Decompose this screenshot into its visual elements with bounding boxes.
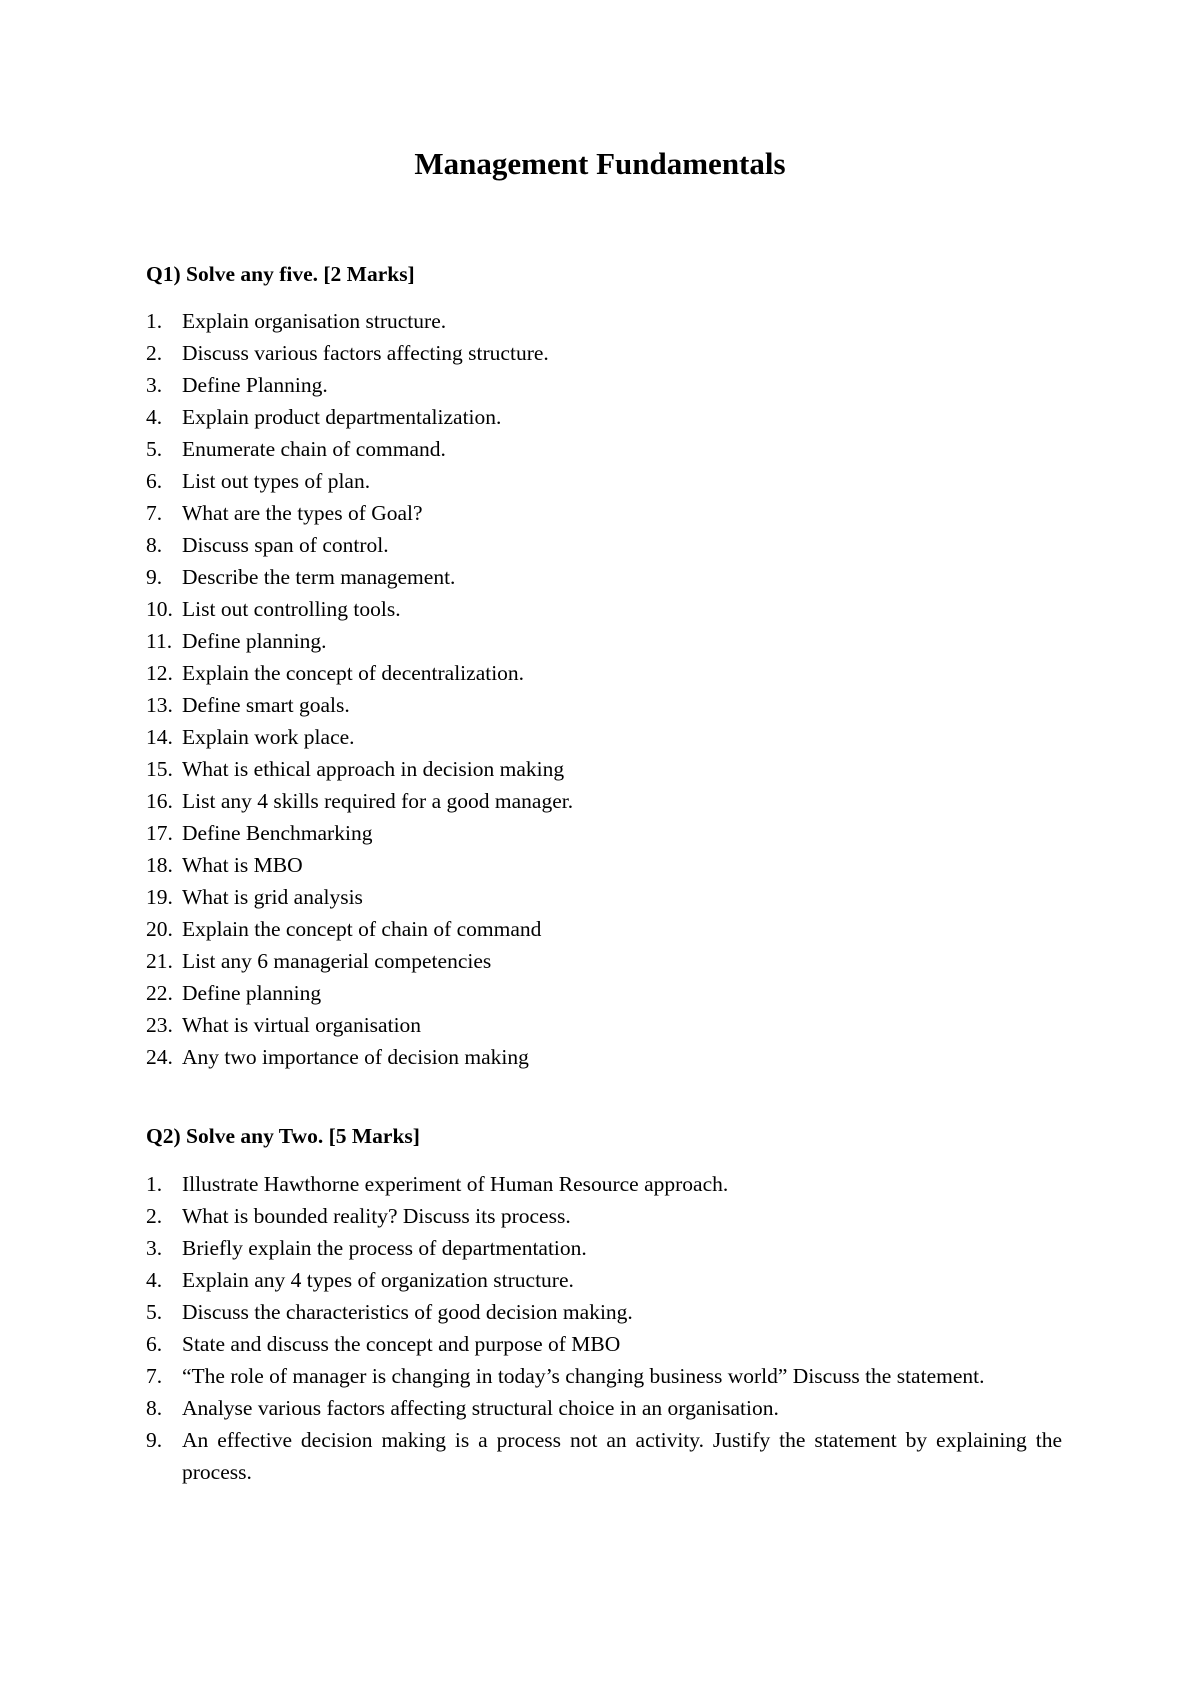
item-text: Discuss various factors affecting structure. — [182, 341, 549, 365]
item-number: 10. — [146, 597, 173, 621]
list-item — [146, 529, 1062, 561]
list-item — [146, 1009, 1062, 1041]
item-text: What is bounded reality? Discuss its process. — [182, 1204, 571, 1228]
list-item — [146, 1168, 1062, 1200]
item-text: List any 6 managerial competencies — [182, 949, 492, 973]
item-text: Define planning. — [182, 629, 327, 653]
list-item — [146, 625, 1062, 657]
list-item — [146, 753, 1062, 785]
item-text: What is ethical approach in decision making — [182, 757, 565, 781]
item-number: 16. — [146, 789, 173, 813]
item-number: 1. — [146, 309, 163, 333]
item-text: What is MBO — [182, 853, 303, 877]
item-number: 14. — [146, 725, 173, 749]
item-number: 8. — [146, 1396, 163, 1420]
q2-heading: Q2) Solve any Two. [5 Marks] — [146, 1124, 420, 1148]
item-number: 6. — [146, 1332, 163, 1356]
list-item — [146, 369, 1062, 401]
list-item — [146, 657, 1062, 689]
item-number: 13. — [146, 693, 173, 717]
list-item — [146, 1392, 1062, 1424]
list-item — [146, 1296, 1062, 1328]
item-number: 15. — [146, 757, 173, 781]
item-text: List out controlling tools. — [182, 597, 401, 621]
item-text: Enumerate chain of command. — [182, 437, 446, 461]
item-text: Explain work place. — [182, 725, 355, 749]
item-text: An effective decision making is a process not an activity. Justify the statement by explaining the process. — [182, 1428, 1062, 1484]
item-number: 2. — [146, 341, 163, 365]
item-text: Define planning — [182, 981, 322, 1005]
item-text: List out types of plan. — [182, 469, 371, 493]
item-text: Discuss the characteristics of good decision making. — [182, 1300, 633, 1324]
list-item — [146, 881, 1062, 913]
item-text: Illustrate Hawthorne experiment of Human Resource approach. — [182, 1172, 729, 1196]
item-text: What is grid analysis — [182, 885, 363, 909]
item-text: What are the types of Goal? — [182, 501, 423, 525]
item-text: State and discuss the concept and purpose of MBO — [182, 1332, 621, 1356]
item-text: Analyse various factors affecting structural choice in an organisation. — [182, 1396, 779, 1420]
item-number: 8. — [146, 533, 163, 557]
q2-question-list — [146, 1168, 1062, 1488]
list-item — [146, 1200, 1062, 1232]
item-number: 4. — [146, 405, 163, 429]
item-number: 3. — [146, 1236, 163, 1260]
item-text: Explain any 4 types of organization structure. — [182, 1268, 574, 1292]
item-number: 5. — [146, 1300, 163, 1324]
list-item — [146, 1041, 1062, 1073]
list-item — [146, 689, 1062, 721]
item-text: What is virtual organisation — [182, 1013, 422, 1037]
list-item — [146, 593, 1062, 625]
item-number: 9. — [146, 565, 163, 589]
item-number: 17. — [146, 821, 173, 845]
item-number: 9. — [146, 1428, 163, 1452]
item-number: 23. — [146, 1013, 173, 1037]
item-text: Explain the concept of chain of command — [182, 917, 542, 941]
list-item — [146, 977, 1062, 1009]
q1-question-list — [146, 305, 1062, 1073]
list-item — [146, 1360, 1062, 1392]
list-item — [146, 849, 1062, 881]
item-number: 4. — [146, 1268, 163, 1292]
list-item — [146, 561, 1062, 593]
list-item — [146, 305, 1062, 337]
item-number: 12. — [146, 661, 173, 685]
list-item — [146, 433, 1062, 465]
item-text: Explain the concept of decentralization. — [182, 661, 525, 685]
item-text: Define Planning. — [182, 373, 328, 397]
list-item — [146, 497, 1062, 529]
list-item — [146, 1328, 1062, 1360]
list-item — [146, 337, 1062, 369]
item-text: Define smart goals. — [182, 693, 350, 717]
item-text: List any 4 skills required for a good manager. — [182, 789, 574, 813]
item-number: 6. — [146, 469, 163, 493]
item-number: 19. — [146, 885, 173, 909]
list-item — [146, 913, 1062, 945]
item-text: Explain organisation structure. — [182, 309, 447, 333]
item-number: 2. — [146, 1204, 163, 1228]
list-item — [146, 1264, 1062, 1296]
page-title: Management Fundamentals — [414, 146, 786, 181]
item-text: Explain product departmentalization. — [182, 405, 502, 429]
list-item — [146, 401, 1062, 433]
list-item — [146, 945, 1062, 977]
item-number: 21. — [146, 949, 173, 973]
q1-heading: Q1) Solve any five. [2 Marks] — [146, 262, 415, 286]
list-item — [146, 721, 1062, 753]
item-number: 1. — [146, 1172, 163, 1196]
item-text: Discuss span of control. — [182, 533, 389, 557]
list-item — [146, 465, 1062, 497]
item-text: Any two importance of decision making — [182, 1045, 529, 1069]
item-text: Briefly explain the process of departmentation. — [182, 1236, 587, 1260]
list-item — [146, 1424, 1062, 1488]
item-number: 7. — [146, 1364, 163, 1388]
item-number: 18. — [146, 853, 173, 877]
item-number: 7. — [146, 501, 163, 525]
item-number: 5. — [146, 437, 163, 461]
item-text: Define Benchmarking — [182, 821, 373, 845]
list-item — [146, 785, 1062, 817]
item-number: 22. — [146, 981, 173, 1005]
item-number: 24. — [146, 1045, 173, 1069]
item-number: 11. — [146, 629, 173, 653]
list-item — [146, 1232, 1062, 1264]
item-text: “The role of manager is changing in today’s changing business world” Discuss the statement. — [182, 1364, 985, 1388]
list-item — [146, 817, 1062, 849]
item-number: 3. — [146, 373, 163, 397]
item-number: 20. — [146, 917, 173, 941]
item-text: Describe the term management. — [182, 565, 456, 589]
